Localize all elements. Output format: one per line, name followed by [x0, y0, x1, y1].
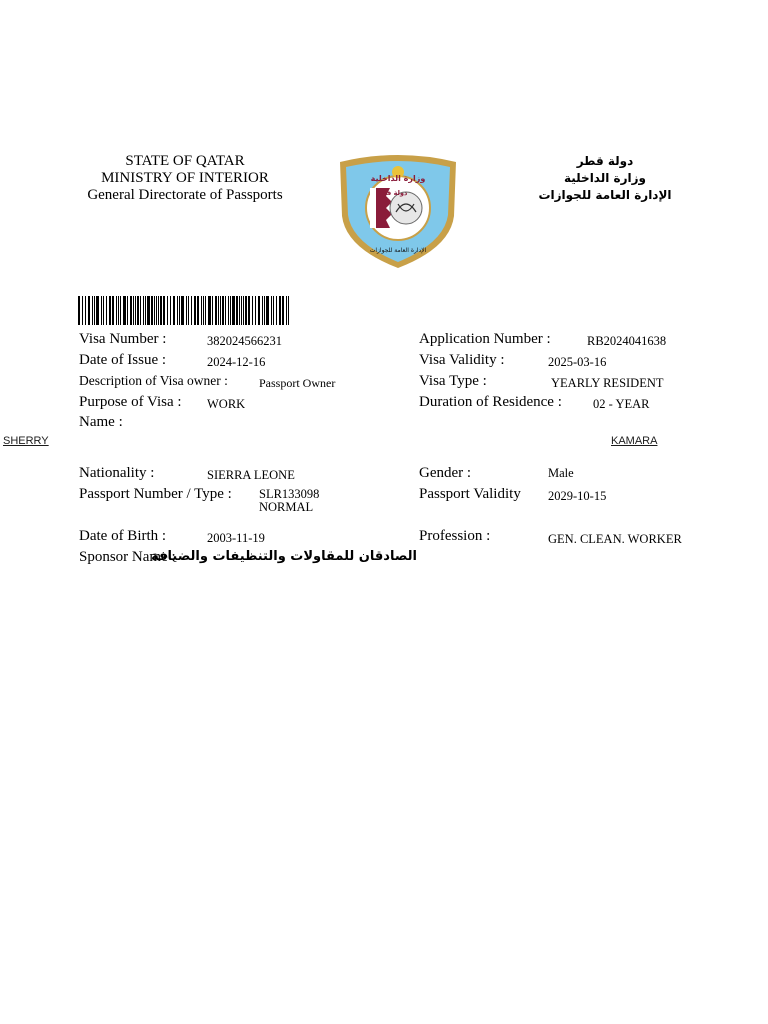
barcode-bar [151, 296, 153, 325]
barcode-bar [145, 296, 146, 325]
date-of-issue-value: 2024-12-16 [207, 355, 266, 369]
first-name-link[interactable]: SHERRY [3, 435, 49, 447]
barcode-bar [194, 296, 196, 325]
barcode-bar [243, 296, 244, 325]
header-arabic-directorate: الإدارة العامة للجوازات [538, 188, 672, 202]
visa-number-value: 382024566231 [207, 334, 282, 348]
barcode-bar [212, 296, 213, 325]
header-arabic [530, 153, 680, 204]
barcode-bar [116, 296, 117, 325]
barcode-bar [120, 296, 121, 325]
barcode-bar [135, 296, 136, 325]
barcode-bar [220, 296, 221, 325]
barcode-bar [101, 296, 102, 325]
passport-number-value: SLR133098 [259, 487, 320, 501]
barcode-bar [118, 296, 119, 325]
barcode-bar [241, 296, 242, 325]
name-label: Name : [79, 414, 123, 430]
dob-label: Date of Birth : [79, 528, 167, 544]
barcode-bar [258, 296, 260, 325]
barcode-bar [248, 296, 250, 325]
barcode-bar [203, 296, 204, 325]
visa-number-label: Visa Number : [79, 331, 167, 347]
barcode-bar [78, 296, 80, 325]
barcode-bar [130, 296, 132, 325]
emblem-bottom-text: الإدارة العامة للجوازات [369, 247, 427, 254]
barcode-bar [201, 296, 202, 325]
barcode-bar [288, 296, 289, 325]
barcode-bar [123, 296, 126, 325]
emblem-flag-white [370, 188, 376, 228]
barcode-bar [205, 296, 206, 325]
barcode-bar [137, 296, 139, 325]
header-arabic-ministry: وزارة الداخلية [563, 171, 647, 185]
purpose-label: Purpose of Visa : [79, 394, 182, 410]
header-english [80, 153, 290, 204]
barcode-bar [140, 296, 141, 325]
barcode-bar [143, 296, 144, 325]
profession-label: Profession : [419, 528, 491, 544]
barcode-bar [264, 296, 265, 325]
barcode-bar [188, 296, 189, 325]
barcode-bar [92, 296, 93, 325]
barcode-bar [88, 296, 90, 325]
visa-validity-label: Visa Validity : [419, 352, 505, 368]
nationality-value: SIERRA LEONE [207, 468, 295, 482]
barcode-bar [230, 296, 231, 325]
barcode-bar [197, 296, 199, 325]
passport-validity-label: Passport Validity [419, 486, 521, 502]
duration-value: 02 - YEAR [593, 397, 650, 411]
last-name-link[interactable]: KAMARA [611, 435, 658, 447]
emblem-center-text: دولة قطر [376, 189, 408, 197]
barcode-bar [85, 296, 86, 325]
barcode-bar [232, 296, 235, 325]
barcode-bar [186, 296, 187, 325]
barcode-bar [218, 296, 219, 325]
date-of-issue-label: Date of Issue : [79, 352, 167, 368]
description-value: Passport Owner [259, 376, 336, 390]
profession-value: GEN. CLEAN. WORKER [548, 532, 682, 546]
barcode-bar [225, 296, 226, 325]
barcode-bar [112, 296, 114, 325]
barcode-bar [279, 296, 281, 325]
barcode-bar [109, 296, 111, 325]
barcode-bar [147, 296, 150, 325]
header-ministry: MINISTRY OF INTERIOR [101, 170, 269, 186]
barcode-bar [160, 296, 162, 325]
header-arabic-state: دولة قطر [576, 154, 634, 168]
barcode-bar [133, 296, 134, 325]
barcode-bar [239, 296, 240, 325]
barcode-bar [96, 296, 99, 325]
gender-value: Male [548, 466, 574, 480]
barcode-bar [208, 296, 211, 325]
barcode-bar [191, 296, 192, 325]
barcode-bar [173, 296, 175, 325]
barcode-bar [266, 296, 269, 325]
ministry-emblem [334, 154, 462, 270]
barcode-bar [94, 296, 95, 325]
barcode-bar [103, 296, 104, 325]
barcode-bar [106, 296, 107, 325]
application-number-label: Application Number : [419, 331, 551, 347]
barcode-bar [271, 296, 272, 325]
barcode-bar [158, 296, 159, 325]
purpose-value: WORK [207, 397, 246, 411]
header-state: STATE OF QATAR [125, 153, 245, 169]
barcode-bar [127, 296, 128, 325]
sponsor-value: الصادقان للمقاولات والتنظيفات والضيافة [151, 549, 417, 564]
barcode-bar [177, 296, 178, 325]
visa-validity-value: 2025-03-16 [548, 355, 607, 369]
barcode-bar [215, 296, 217, 325]
gender-label: Gender : [419, 465, 472, 481]
nationality-label: Nationality : [79, 465, 155, 481]
dob-value: 2003-11-19 [207, 531, 265, 545]
description-label: Description of Visa owner : [79, 373, 228, 388]
barcode-bar [286, 296, 287, 325]
barcode-bar [262, 296, 263, 325]
application-number-value: RB2024041638 [587, 334, 667, 348]
barcode-bar [255, 296, 256, 325]
emblem-top-text: وزارة الداخلية [370, 174, 426, 183]
barcode-bar [282, 296, 284, 325]
barcode-bar [170, 296, 171, 325]
barcode-bar [245, 296, 247, 325]
passport-label: Passport Number / Type : [79, 486, 232, 502]
barcode-bar [276, 296, 277, 325]
barcode-bar [179, 296, 180, 325]
barcode-bar [163, 296, 165, 325]
visa-type-label: Visa Type : [419, 373, 487, 389]
header-directorate: General Directorate of Passports [87, 187, 283, 203]
barcode-bar [167, 296, 168, 325]
duration-label: Duration of Residence : [419, 394, 562, 410]
barcode-bar [228, 296, 229, 325]
barcode-bar [82, 296, 83, 325]
barcode-bar [181, 296, 184, 325]
barcode-bar [222, 296, 224, 325]
barcode-bar [156, 296, 157, 325]
barcode-bar [252, 296, 253, 325]
passport-validity-value: 2029-10-15 [548, 489, 607, 503]
sponsor-label: Sponsor Name : [79, 549, 176, 565]
barcode [78, 296, 290, 325]
barcode-bar [154, 296, 155, 325]
barcode-bar [273, 296, 274, 325]
visa-type-value: YEARLY RESIDENT [551, 376, 664, 390]
passport-type-value: NORMAL [259, 500, 314, 514]
barcode-bar [236, 296, 238, 325]
